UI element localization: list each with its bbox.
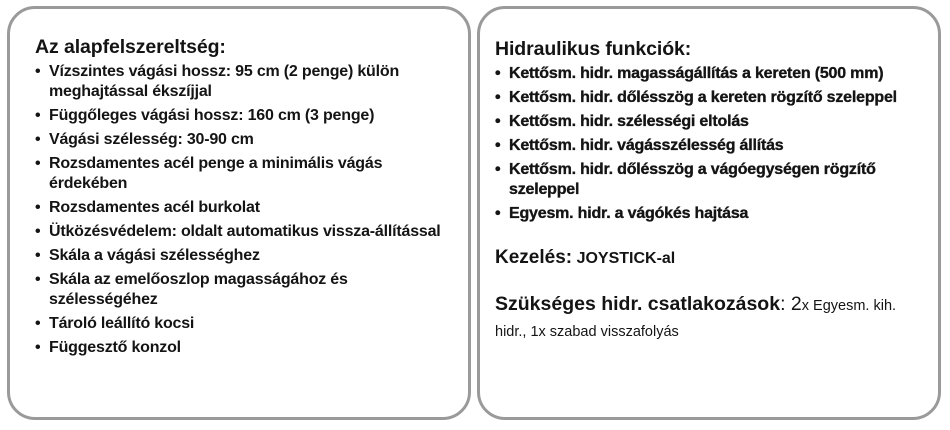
list-item: • Ütközésvédelem: oldalt automatikus vissza-állítással [35,223,441,240]
list-item: • Kettősm. hidr. magasságállítás a kereten (500 mm) [495,65,884,82]
control-type-label: Kezelés [495,247,566,268]
bullet-icon: • [495,205,501,222]
hydraulic-functions-list [495,64,924,224]
list-item: • Kettősm. hidr. vágásszélesség állítás [495,137,784,154]
bullet-icon: • [35,199,41,216]
bullet-icon: • [495,113,501,130]
list-item: • Rozsdamentes acél burkolat [35,199,260,216]
bullet-icon: • [35,315,41,332]
bullet-icon: • [35,107,41,124]
standard-equipment-list [35,62,450,358]
list-item: • Vágási szélesség: 30-90 cm [35,131,254,148]
list-item: • Kettősm. hidr. dőlésszög a vágóegységen rögzítő szeleppel [495,161,876,198]
bullet-icon: • [495,65,501,82]
hydraulic-functions-panel [477,6,941,420]
list-item: • Kettősm. hidr. dőlésszög a kereten rögzítő szeleppel [495,89,897,106]
hydraulic-functions-title: Hidraulikus funkciók: [495,38,692,60]
control-type-colon: : [565,247,573,268]
bullet-icon: • [35,223,41,240]
bullet-icon: • [495,161,501,178]
hydraulic-connections-colon: : [780,293,791,315]
hydraulic-connections-line [495,291,924,345]
list-item: • Skála az emelőoszlop magasságához és szélességéhez [35,271,348,308]
standard-equipment-panel [7,6,471,420]
list-item: • Függőleges vágási hossz: 160 cm (3 penge) [35,107,375,124]
list-item: • Egyesm. hidr. a vágókés hajtása [495,205,749,222]
bullet-icon: • [35,155,41,172]
list-item: • Kettősm. hidr. szélességi eltolás [495,113,749,130]
list-item: • Skála a vágási szélességhez [35,247,260,264]
bullet-icon: • [35,131,41,148]
hydraulic-connections-label: Szükséges hidr. csatlakozások [495,293,781,315]
standard-equipment-title: Az alapfelszereltség: [35,36,226,58]
bullet-icon: • [35,271,41,288]
list-item: • Vízszintes vágási hossz: 95 cm (2 penge) külön meghajtással ékszíjjal [35,63,400,100]
list-item: • Tároló leállító kocsi [35,315,195,332]
hydraulic-connections-detail: x Egyesm. kih. hidr., 1x szabad visszafolyás [495,298,897,340]
bullet-icon: • [35,63,41,80]
list-item: • Függesztő konzol [35,339,181,356]
bullet-icon: • [495,89,501,106]
bullet-icon: • [35,247,41,264]
control-type-value: JOYSTICK-al [576,250,676,267]
bullet-icon: • [495,137,501,154]
bullet-icon: • [35,339,41,356]
list-item: • Rozsdamentes acél penge a minimális vágás érdekében [35,155,383,192]
hydraulic-connections-count: 2 [790,293,802,315]
control-type-line [495,246,924,271]
